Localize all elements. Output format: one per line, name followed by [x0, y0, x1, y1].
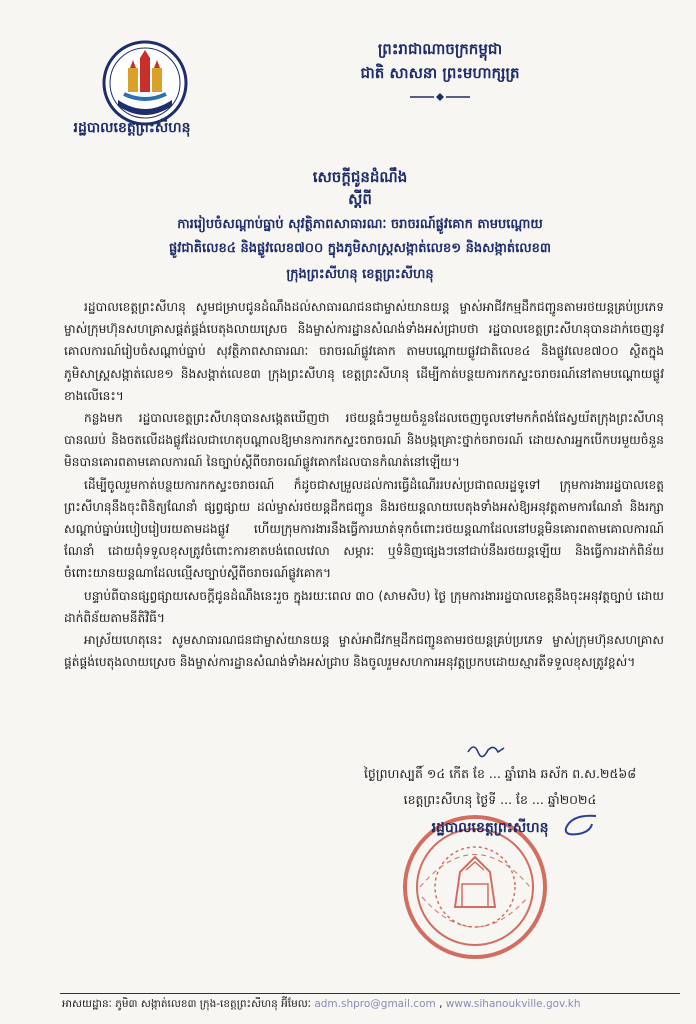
- subject-label: ស្ដីពី: [348, 190, 372, 208]
- initials-mark-icon: [466, 740, 506, 758]
- signer-name: រដ្ឋបាលខេត្តព្រះសីហនុ: [431, 820, 549, 836]
- ornament-divider: [410, 92, 470, 102]
- body-text: [64, 296, 664, 673]
- provincial-emblem-icon: [100, 38, 190, 128]
- body-paragraph: ដើម្បីចូលរួមកាត់បន្ថយការកកស្ទះចរាចរណ៍ ក៏ដូចជាសម្រួលដល់ការធ្វើដំណើររបស់ប្រជាពលរដ្ឋទូទៅ ក្រុមការងាររដ្ឋបាលខេត្តព្រះសីហនុនឹងចុះពិនិត្យណែនាំ ផ្សព្វផ្សាយ ដល់ម្ចាស់រថយន្តដឹកជញ្ជូន និងរថយន្តលាយបេតុងទាំងអស់ឱ្យអនុវត្តតាមការណែនាំ និងរក្សាសណ្ដាប់ធ្នាប់របៀបរៀបរយតាមដងផ្លូវ ហើយក្រុមការងារនឹងធ្វើការឃាត់ទុកចំពោះរថយន្តណាដែលនៅបន្តមិនគោរពតាមគោលការណ៍ណែនាំ ដោយពុំទទួលខុសត្រូវចំពោះការខាតបង់ពេលវេលា សម្ភារៈ ឬទំនិញផ្សេងៗនៅជាប់នឹងរថយន្តឡើយ និងធ្វើការដាក់ពិន័យចំពោះយានយន្តណាដែលល្មើសច្បាប់ស្ដីពីចរាចរណ៍ផ្លូវគោក។: [64, 477, 664, 581]
- body-paragraph: បន្ទាប់ពីបានផ្សព្វផ្សាយសេចក្ដីជូនដំណឹងនេះរួច ក្នុងរយៈពេល ៣០ (សាមសិប) ថ្ងៃ ក្រុមការងាររដ្ឋបាលខេត្តនឹងចុះអនុវត្តច្បាប់ ដោយដាក់ពិន័យតាមនីតិវិធី។: [64, 588, 664, 625]
- body-paragraph: អាស្រ័យហេតុនេះ សូមសាធារណជនជាម្ចាស់យានយន្ត ម្ចាស់អាជីវកម្មដឹកជញ្ជូនតាមរថយន្តគ្រប់ប្រភេទ ម្ចាស់ក្រុមហ៊ុនសហគ្រាសផ្គត់ផ្គង់បេតុងលាយស្រេច និងម្ចាស់ការដ្ឋានសំណង់ទាំងអស់ជ្រាប និងចូលរួមសហការអនុវត្តប្រកបដោយស្មារតីទទួលខុសត្រូវខ្ពស់។: [64, 633, 664, 670]
- national-motto: ជាតិ សាសនា ព្រះមហាក្សត្រ: [360, 64, 520, 82]
- footer-website-link[interactable]: www.sihanoukville.gov.kh: [445, 998, 581, 1010]
- body-paragraph: កន្លងមក រដ្ឋបាលខេត្តព្រះសីហនុបានសង្កេតឃើញថា រថយន្តធំៗមួយចំនួនដែលចេញចូលទៅមកកំពង់ផែស្វយ័តក្រុងព្រះសីហនុ បានឈប់ និងចតលើដងផ្លូវដែលជាហេតុបណ្ដាលឱ្យមានការកកស្ទះចរាចរណ៍ និងបង្កគ្រោះថ្នាក់ចរាចរណ៍ ដោយសារអ្នកបើកបរមួយចំនួនមិនបានគោរពតាមគោលការណ៍ នៃច្បាប់ស្ដីពីចរាចរណ៍ផ្លូវគោកដែលបានកំណត់នៅឡើយ។: [64, 411, 664, 470]
- issuing-organization: រដ្ឋបាលខេត្តព្រះសីហនុ: [73, 120, 191, 136]
- footer: អាសយដ្ឋានៈ ភូមិ៣ សង្កាត់លេខ៣ ក្រុង-ខេត្តព្រះសីហនុ អ៊ីមែលៈ adm.shpro@gmail.com , www.sihanoukville.gov.kh: [62, 998, 581, 1010]
- body-paragraph: រដ្ឋបាលខេត្តព្រះសីហនុ សូមជម្រាបជូនដំណឹងដល់សាធារណជនជាម្ចាស់យានយន្ត ម្ចាស់អាជីវកម្មដឹកជញ្ជូនតាមរថយន្តគ្រប់ប្រភេទ ម្ចាស់ក្រុមហ៊ុនសហគ្រាសផ្គត់ផ្គង់បេតុងលាយស្រេច និងម្ចាស់ការដ្ឋានសំណង់ទាំងអស់ជ្រាបថា រដ្ឋបាលខេត្តព្រះសីហនុបានដាក់ចេញនូវគោលការណ៍រៀបចំសណ្ដាប់ធ្នាប់ សុវត្ថិភាពសាធារណៈ ចរាចរណ៍ផ្លូវគោក តាមបណ្ដោយផ្លូវជាតិលេខ៤ និងផ្លូវលេខ៧០០ ស្ថិតក្នុងភូមិសាស្ត្រសង្កាត់លេខ១ និងសង្កាត់លេខ៣ ក្រុងព្រះសីហនុ ខេត្តព្រះសីហនុ ដើម្បីកាត់បន្ថយការកកស្ទះចរាចរណ៍នៅតាមបណ្ដោយផ្លូវខាងលើនេះ។: [64, 300, 664, 403]
- subject-line: ក្រុងព្រះសីហនុ ខេត្តព្រះសីហនុ: [286, 267, 434, 282]
- signature-icon: [552, 810, 602, 840]
- kingdom-name: ព្រះរាជាណាចក្រកម្ពុជា: [377, 40, 503, 58]
- footer-address: អាសយដ្ឋានៈ ភូមិ៣ សង្កាត់លេខ៣ ក្រុង-ខេត្តព្រះសីហនុ អ៊ីមែលៈ: [62, 998, 311, 1010]
- subject-line: ការរៀបចំសណ្ដាប់ធ្នាប់ សុវត្ថិភាពសាធារណៈ ចរាចរណ៍ផ្លូវគោក តាមបណ្ដោយ: [177, 217, 543, 232]
- lunar-date-line: ថ្ងៃព្រហស្បតិ៍ ១៤ កើត ខែ ... ឆ្នាំរោង ឆស័ក ព.ស.២៥៦៨: [363, 766, 637, 781]
- footer-email-link[interactable]: adm.shpro@gmail.com: [314, 998, 436, 1010]
- place-date-line: ខេត្តព្រះសីហនុ ថ្ងៃទី ... ខែ ... ឆ្នាំ២០២៤: [403, 792, 597, 807]
- footer-divider: [60, 993, 680, 994]
- subject-line: ផ្លូវជាតិលេខ៤ និងផ្លូវលេខ៧០០ ក្នុងភូមិសាស្ត្រសង្កាត់លេខ១ និងសង្កាត់លេខ៣: [169, 241, 551, 256]
- document-title: សេចក្ដីជូនដំណឹង: [312, 168, 408, 186]
